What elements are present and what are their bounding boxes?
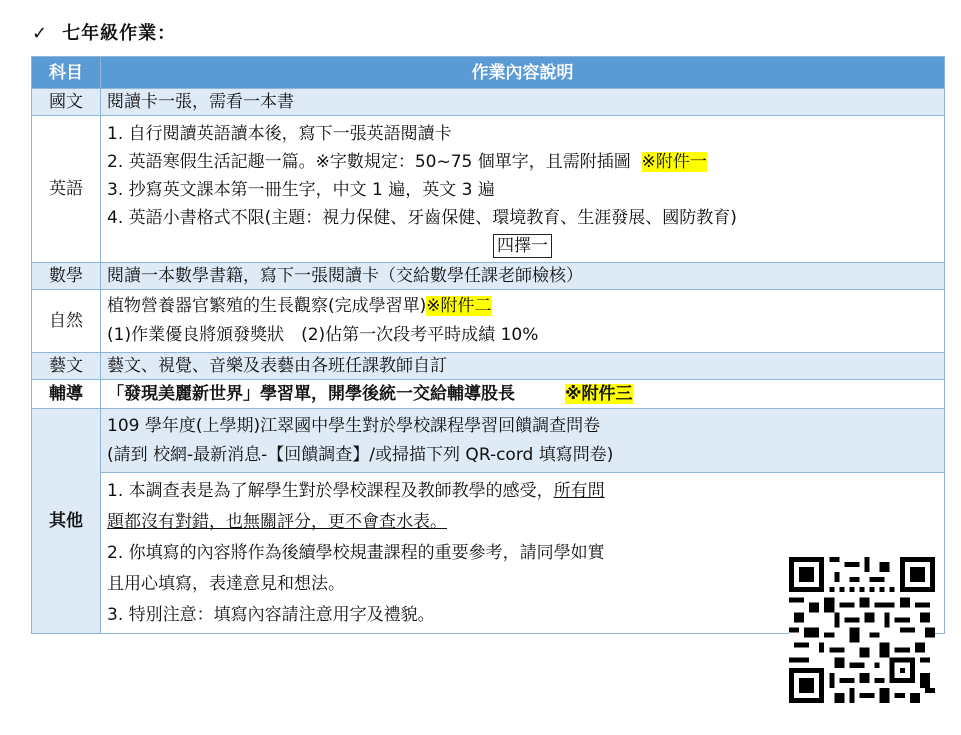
subject-cell: 英語 <box>32 116 101 263</box>
content-cell <box>101 290 945 353</box>
homework-table <box>31 56 945 634</box>
qr-code-icon[interactable] <box>789 555 935 705</box>
subject-cell: 自然 <box>32 290 101 353</box>
header-content: 作業內容說明 <box>101 57 945 89</box>
list-item: 2. 你填寫的內容將作為後續學校規畫課程的重要參考，請同學如實 <box>107 543 605 563</box>
list-item: 題都沒有對錯，也無關評分，更不會查水表。 <box>107 512 447 532</box>
list-item: 植物營養器官繁殖的生長觀察(完成學習單)※附件二 <box>107 296 492 316</box>
list-item: 1. 本調查表是為了解學生對於學校課程及教師教學的感受，所有問 <box>107 481 605 501</box>
table-header-row <box>32 57 945 89</box>
content-cell: 閱讀卡一張，需看一本書 <box>101 89 945 116</box>
attachment-badge: ※附件二 <box>426 296 492 316</box>
list-item: (1)作業優良將頒發獎狀 (2)佔第一次段考平時成績 10% <box>107 325 539 345</box>
subject-cell: 輔導 <box>32 380 101 409</box>
table-row <box>32 116 945 263</box>
survey-note: (請到 校網-最新消息-【回饋調查】/或掃描下列 QR-cord 填寫問卷) <box>107 445 614 465</box>
content-cell: 閱讀一本數學書籍，寫下一張閱讀卡（交給數學任課老師檢核） <box>101 263 945 290</box>
table-row <box>32 380 945 409</box>
subject-cell: 藝文 <box>32 353 101 380</box>
list-item: 4. 英語小書格式不限(主題：視力保健、牙齒保健、環境教育、生涯發展、國防教育) <box>107 208 737 228</box>
check-icon: ✓ <box>32 23 49 44</box>
subject-cell: 數學 <box>32 263 101 290</box>
content-cell: 「發現美麗新世界」學習單，開學後統一交給輔導股長 ※附件三 <box>101 380 945 409</box>
content-cell: 藝文、視覺、音樂及表藝由各班任課教師自訂 <box>101 353 945 380</box>
attachment-badge: ※附件一 <box>641 152 707 172</box>
table-row <box>32 353 945 380</box>
choose-one-label: 四擇一 <box>493 234 552 258</box>
list-item: 3. 特別注意：填寫內容請注意用字及禮貌。 <box>107 605 435 625</box>
attachment-badge: ※附件三 <box>565 384 633 404</box>
list-item: 1. 自行閱讀英語讀本後，寫下一張英語閱讀卡 <box>107 124 452 144</box>
header-subject: 科目 <box>32 57 101 89</box>
subject-cell: 其他 <box>32 409 101 634</box>
section-heading <box>32 19 176 45</box>
section-title: 七年級作業： <box>62 23 177 44</box>
table-row <box>32 290 945 353</box>
table-row <box>32 263 945 290</box>
list-item: 且用心填寫，表達意見和想法。 <box>107 574 345 594</box>
table-row <box>32 89 945 116</box>
survey-title: 109 學年度(上學期)江翠國中學生對於學校課程學習回饋調查問卷 <box>107 416 601 436</box>
list-item: 2. 英語寒假生活記趣一篇。※字數規定：50~75 個單字，且需附插圖 ※附件一 <box>107 152 707 172</box>
content-cell <box>101 116 945 263</box>
list-item: 3. 抄寫英文課本第一冊生字，中文 1 遍，英文 3 遍 <box>107 180 495 200</box>
subject-cell: 國文 <box>32 89 101 116</box>
